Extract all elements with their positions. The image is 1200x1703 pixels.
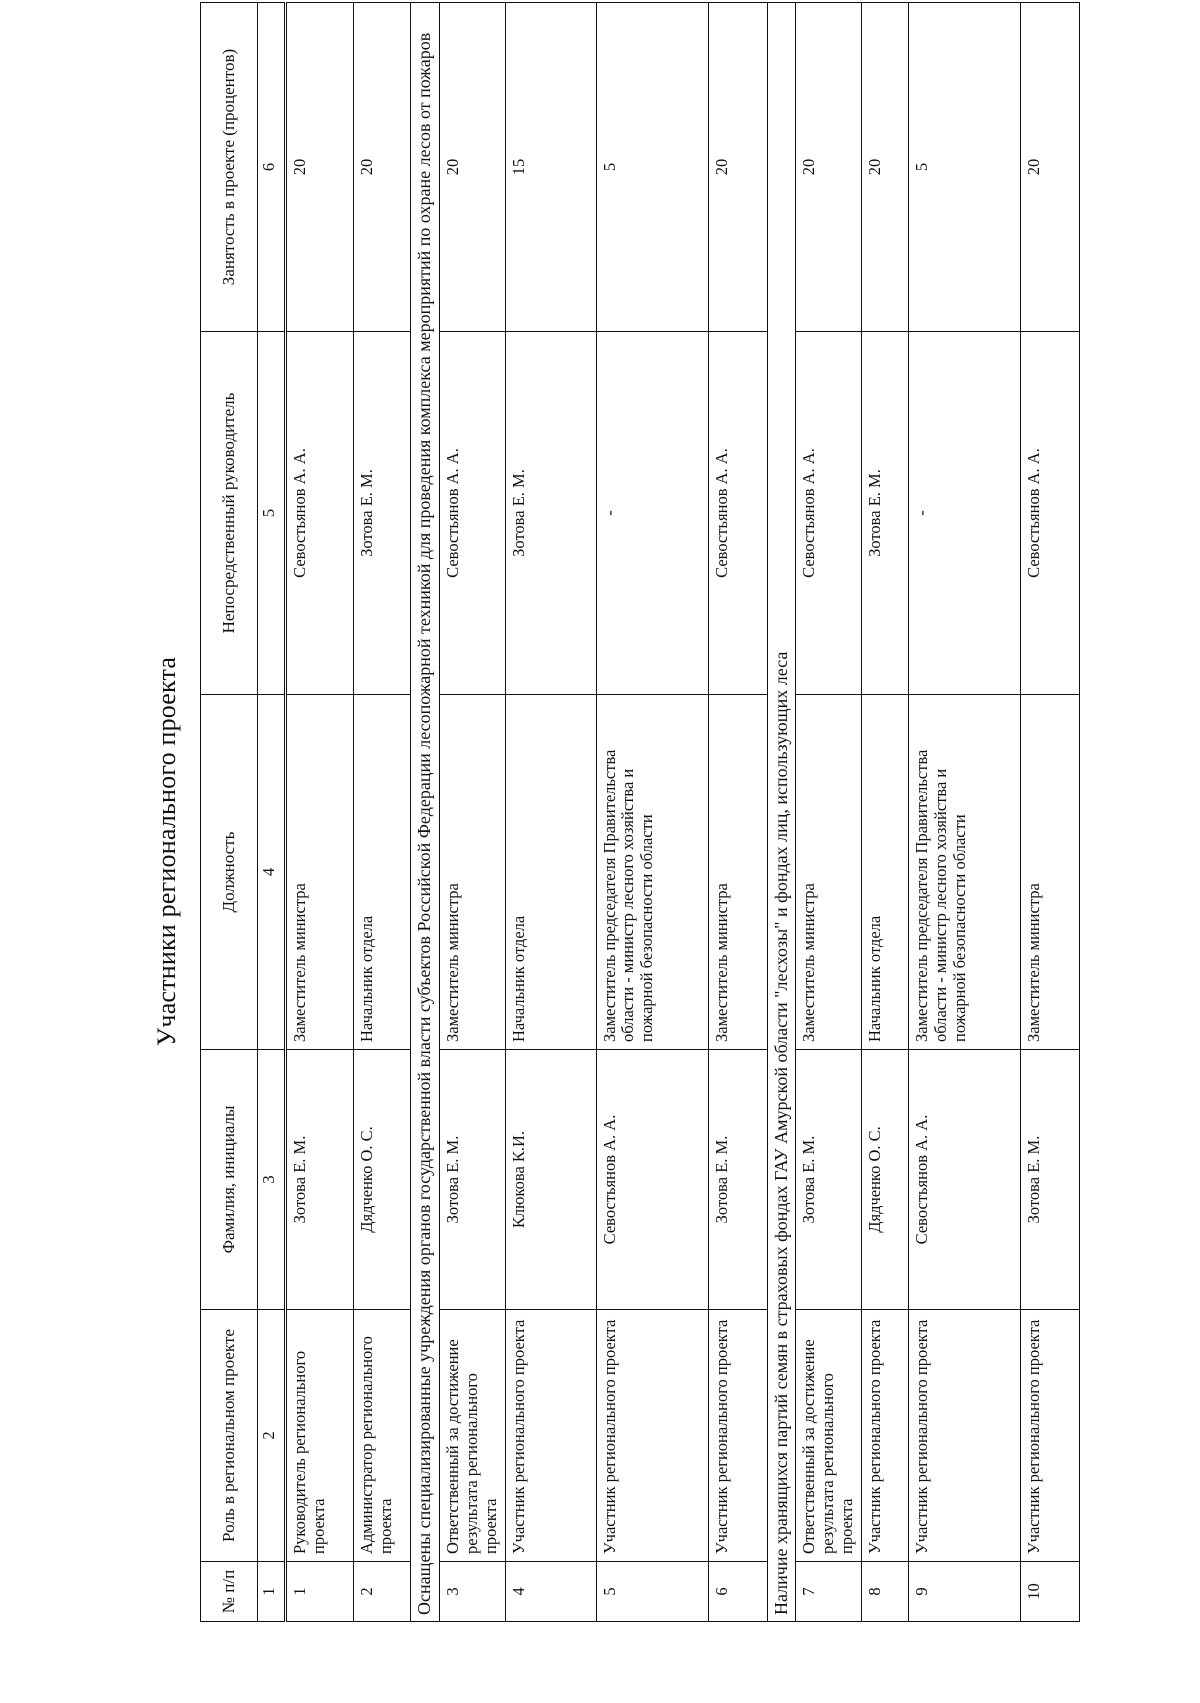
cell-share: 20	[286, 3, 354, 332]
cell-position: Начальник отдела	[505, 695, 596, 1050]
cell-num: 8	[862, 1562, 909, 1622]
cell-name: Севостьянов А. А.	[596, 1050, 708, 1310]
col-number: 1	[258, 1562, 286, 1622]
cell-name: Дядченко О. С.	[354, 1050, 411, 1310]
cell-num: 10	[1021, 1562, 1080, 1622]
cell-position: Заместитель министра	[796, 695, 862, 1050]
table-row	[708, 3, 767, 1622]
cell-role: Участник регионального проекта	[862, 1310, 909, 1562]
cell-share: 20	[862, 3, 909, 332]
column-number-row	[258, 3, 286, 1622]
cell-num: 9	[909, 1562, 1021, 1622]
col-header-share: Занятость в проекте (процентов)	[201, 3, 258, 332]
cell-role: Участник регионального проекта	[708, 1310, 767, 1562]
cell-share: 20	[439, 3, 505, 332]
cell-num: 3	[439, 1562, 505, 1622]
header-row	[201, 3, 258, 1622]
cell-name: Дядченко О. С.	[862, 1050, 909, 1310]
cell-position: Заместитель председателя Правительства области - министр лесного хозяйства и пожарной безопасности области	[596, 695, 708, 1050]
col-header-role: Роль в региональном проекте	[201, 1310, 258, 1562]
cell-manager: Зотова Е. М.	[505, 332, 596, 695]
table-row	[505, 3, 596, 1622]
cell-share: 20	[1021, 3, 1080, 332]
cell-manager: Севостьянов А. А.	[1021, 332, 1080, 695]
cell-position: Заместитель министра	[1021, 695, 1080, 1050]
cell-position: Начальник отдела	[354, 695, 411, 1050]
table-row	[286, 3, 354, 1622]
cell-manager: Севостьянов А. А.	[439, 332, 505, 695]
col-number: 3	[258, 1050, 286, 1310]
col-number: 2	[258, 1310, 286, 1562]
cell-position: Начальник отдела	[862, 695, 909, 1050]
cell-role: Администратор регионального проекта	[354, 1310, 411, 1562]
table-row	[596, 3, 708, 1622]
cell-share: 20	[796, 3, 862, 332]
cell-manager: Севостьянов А. А.	[796, 332, 862, 695]
cell-num: 2	[354, 1562, 411, 1622]
cell-share: 20	[354, 3, 411, 332]
cell-manager: -	[909, 332, 1021, 695]
cell-share: 20	[708, 3, 767, 332]
cell-name: Зотова Е. М.	[796, 1050, 862, 1310]
section-title: Оснащены специализированные учреждения органов государственной власти субъектов Российской Федерации лесопожарной техникой для проведения комплекса мероприятий по охране лесов от пожаров	[411, 3, 440, 1622]
participants-table	[200, 2, 1080, 1622]
col-header-manager: Непосредственный руководитель	[201, 332, 258, 695]
cell-num: 4	[505, 1562, 596, 1622]
table-row	[439, 3, 505, 1622]
cell-manager: Зотова Е. М.	[862, 332, 909, 695]
cell-role: Участник регионального проекта	[909, 1310, 1021, 1562]
cell-name: Зотова Е. М.	[1021, 1050, 1080, 1310]
col-number: 4	[258, 695, 286, 1050]
col-header-name: Фамилия, инициалы	[201, 1050, 258, 1310]
cell-name: Клюкова К.И.	[505, 1050, 596, 1310]
section-title: Наличие хранящихся партий семян в страховых фондах ГАУ Амурской области "лесхозы" и фондах лиц, использующих леса	[767, 3, 796, 1622]
cell-name: Зотова Е. М.	[708, 1050, 767, 1310]
col-number: 5	[258, 332, 286, 695]
cell-role: Участник регионального проекта	[596, 1310, 708, 1562]
table-row	[909, 3, 1021, 1622]
cell-role: Ответственный за достижение результата регионального проекта	[796, 1310, 862, 1562]
section-row	[411, 3, 440, 1622]
cell-role: Ответственный за достижение результата регионального проекта	[439, 1310, 505, 1562]
table-row	[862, 3, 909, 1622]
cell-name: Севостьянов А. А.	[909, 1050, 1021, 1310]
cell-manager: -	[596, 332, 708, 695]
cell-name: Зотова Е. М.	[286, 1050, 354, 1310]
cell-num: 1	[286, 1562, 354, 1622]
cell-manager: Зотова Е. М.	[354, 332, 411, 695]
cell-position: Заместитель председателя Правительства области - министр лесного хозяйства и пожарной безопасности области	[909, 695, 1021, 1050]
cell-position: Заместитель министра	[439, 695, 505, 1050]
table-row	[796, 3, 862, 1622]
cell-num: 5	[596, 1562, 708, 1622]
section-row	[767, 3, 796, 1622]
cell-share: 5	[596, 3, 708, 332]
cell-manager: Севостьянов А. А.	[286, 332, 354, 695]
table-row	[1021, 3, 1080, 1622]
cell-position: Заместитель министра	[286, 695, 354, 1050]
cell-manager: Севостьянов А. А.	[708, 332, 767, 695]
cell-position: Заместитель министра	[708, 695, 767, 1050]
cell-role: Руководитель регионального проекта	[286, 1310, 354, 1562]
col-header-position: Должность	[201, 695, 258, 1050]
cell-role: Участник регионального проекта	[1021, 1310, 1080, 1562]
cell-name: Зотова Е. М.	[439, 1050, 505, 1310]
page-title: Участники регионального проекта	[152, 656, 181, 1047]
col-number: 6	[258, 3, 286, 332]
col-header-num: № п/п	[201, 1562, 258, 1622]
cell-share: 5	[909, 3, 1021, 332]
cell-share: 15	[505, 3, 596, 332]
cell-role: Участник регионального проекта	[505, 1310, 596, 1562]
cell-num: 7	[796, 1562, 862, 1622]
cell-num: 6	[708, 1562, 767, 1622]
table-row	[354, 3, 411, 1622]
